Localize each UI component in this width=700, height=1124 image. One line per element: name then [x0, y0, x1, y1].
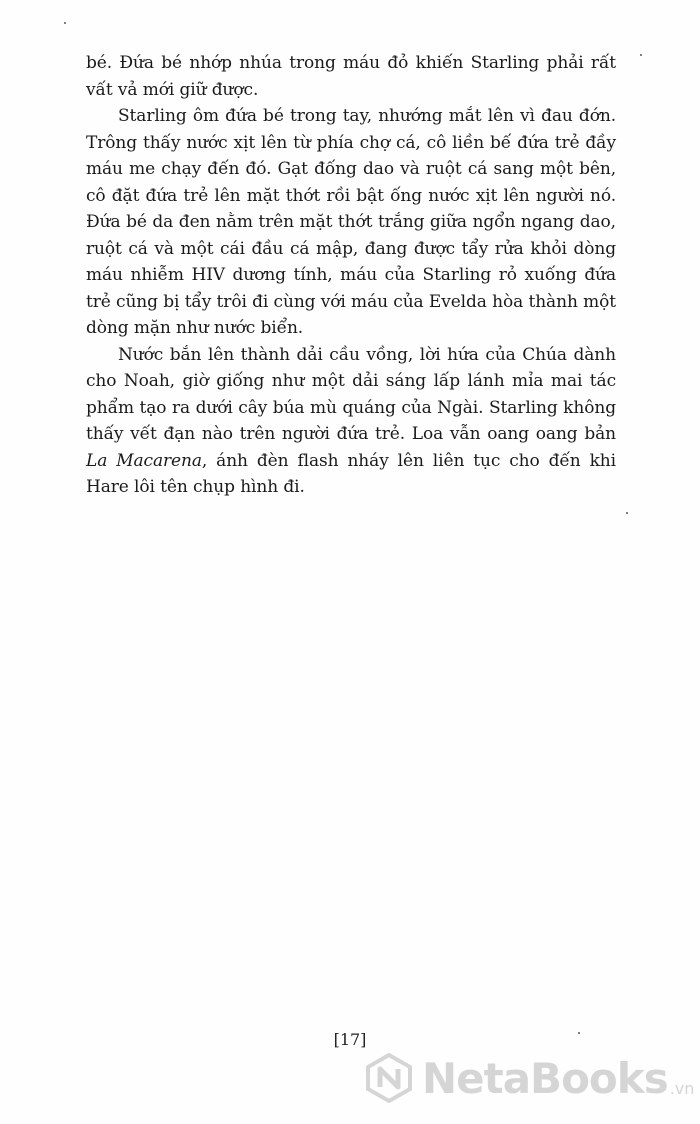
paragraph: [86, 50, 616, 103]
paragraph: [86, 103, 616, 342]
watermark: [364, 1048, 694, 1108]
body-text: [86, 50, 616, 501]
text-run: Starling ôm đứa bé trong tay, nhướng mắt lên vì đau đớn. Trông thấy nước xịt lên từ phía chợ cá, cô liền bế đứa trẻ đầy máu me chạy đến đó. Gạt đống dao và ruột cá sang một bên, cô đặt đứa trẻ lên mặt thớt rồi bật ống nước xịt lên người nó. Đứa bé da đen nằm trên mặt thớt trắng giữa ngổn ngang dao, ruột cá và một cái đầu cá mập, đang được tẩy rửa khỏi dòng máu nhiễm HIV dương tính, máu của Starling rỏ xuống đứa trẻ cũng bị tẩy trôi đi cùng với máu của Evelda hòa thành một dòng mặn như nước biển.: [86, 106, 616, 338]
text-run: Nước bắn lên thành dải cầu vồng, lời hứa của Chúa dành cho Noah, giờ giống như một dải sáng lấp lánh mỉa mai tác phẩm tạo ra dưới cây búa mù quáng của Ngài. Starling không thấy vết đạn nào trên người đứa trẻ. Loa vẫn oang oang bản: [86, 344, 616, 444]
watermark-suffix: .vn: [669, 1079, 695, 1098]
netabooks-logo-icon: [364, 1053, 414, 1103]
paragraph: [86, 342, 616, 501]
print-speck: [626, 512, 628, 514]
text-run: bé. Đứa bé nhớp nhúa trong máu đỏ khiến Starling phải rất vất vả mới giữ được.: [86, 53, 616, 100]
print-speck: [640, 54, 642, 56]
page-number: [17]: [333, 1030, 367, 1049]
italic-text: La Macarena: [86, 450, 202, 471]
watermark-brand: NetaBooks: [422, 1053, 668, 1103]
print-speck: [64, 22, 66, 24]
text-run: , ánh đèn flash nháy lên liên tục cho đến khi Hare lôi tên chụp hình đi.: [86, 450, 616, 497]
